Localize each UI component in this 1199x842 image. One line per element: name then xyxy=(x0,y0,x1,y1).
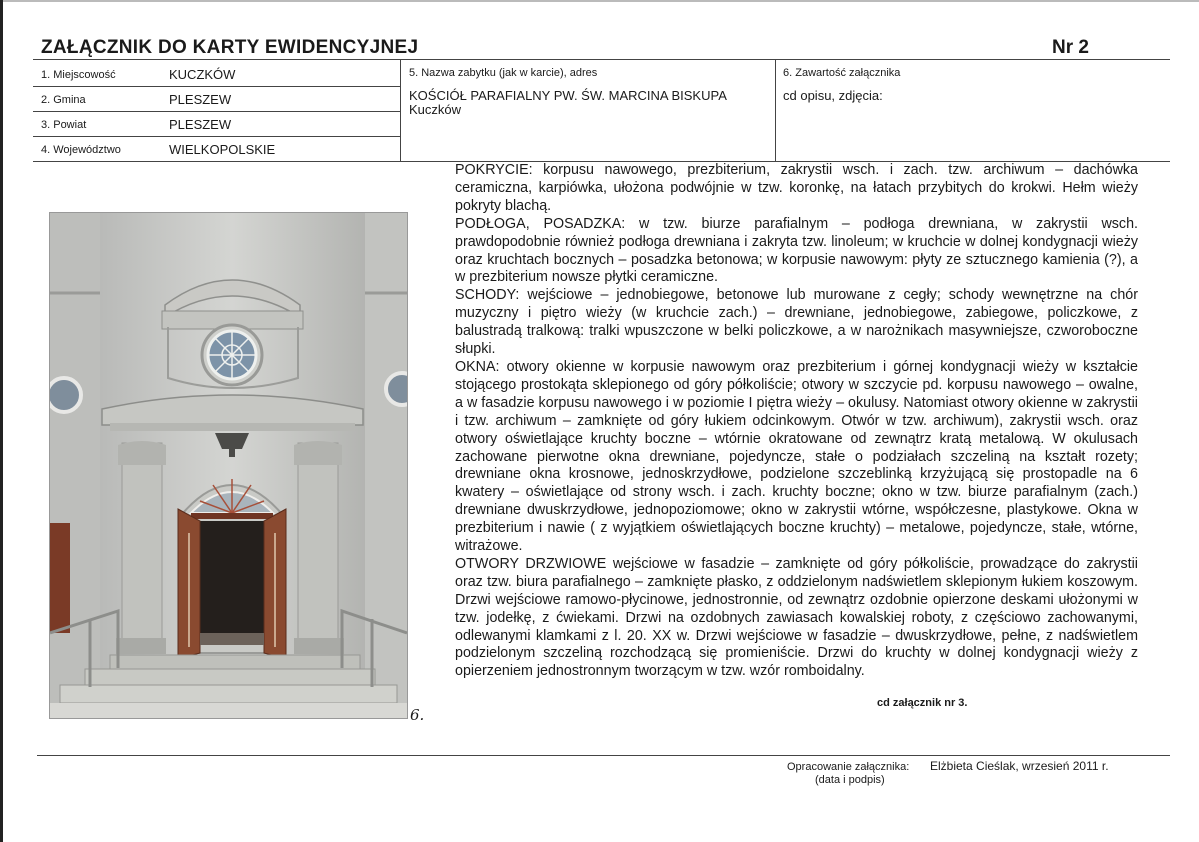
continuation-note: cd załącznik nr 3. xyxy=(877,697,968,709)
photo-number: 6. xyxy=(410,706,425,724)
prepared-by-label: Opracowanie załącznika: xyxy=(787,761,910,773)
paragraph-flooring: PODŁOGA, POSADZKA: w tzw. biurze parafialnym – podłoga drewniana, w zakrystii wsch. prawdopodobnie również podłoga drewniana i zakryta tzw. linoleum; w kruchcie w dolnej kondygnacji wieży oraz kruchtach bocznych – posadzka betonowa; w korpusie nawowym: płyty ze sztucznego kamienia (?), a w prezbiterium nowsze płytki ceramiczne. xyxy=(455,215,1138,286)
monument-label: 5. Nazwa zabytku (jak w karcie), adres xyxy=(409,67,598,79)
attachment-number: Nr 2 xyxy=(1052,37,1089,58)
paragraph-doors: OTWORY DRZWIOWE wejściowe w fasadzie – zamknięte od góry półkoliście, prowadzące do zakrystii oraz tzw. biura parafialnego – zamknięte płasko, z oddzielonym nadświetlem sklepionym łukiem koszowym. Drzwi wejściowe ramowo-płycinowe, jednostronnie, od zewnątrz ozdobnie opierzone deskami ułożonymi w tzw. jodełkę, z ćwiekami. Drzwi na ozdobnych zawiasach kowalskiej roboty, z częściowo zachowanymi, odlewanymi klamkami z l. 20. XX w. Drzwi wejściowe w fasadzie – dwuskrzydłowe, pełne, z nadświetlem podzielonym szczeliną rozchodzącą się promieniście. Drzwi do kruchty w dolnej kondygnacji wieży z opierzeniem jednostronnym tworzącym w tzw. wzór romboidalny. xyxy=(455,555,1138,680)
field-rule-3 xyxy=(33,136,400,137)
field-label-voivodeship: 4. Województwo xyxy=(41,144,121,156)
monument-name: KOŚCIÓŁ PARAFIALNY PW. ŚW. MARCINA BISKUPA xyxy=(409,88,727,103)
contents-value: cd opisu, zdjęcia: xyxy=(783,88,883,103)
field-rule-1 xyxy=(33,86,400,87)
field-value-county: PLESZEW xyxy=(169,117,232,132)
column-divider-2 xyxy=(775,59,776,161)
footer-rule xyxy=(37,755,1170,756)
field-value-commune: PLESZEW xyxy=(169,92,232,107)
monument-address: Kuczków xyxy=(409,102,462,117)
field-label-commune: 2. Gmina xyxy=(41,94,86,106)
field-value-locality: KUCZKÓW xyxy=(169,67,236,82)
field-label-locality: 1. Miejscowość xyxy=(41,69,116,81)
field-value-voivodeship: WIELKOPOLSKIE xyxy=(169,142,276,157)
paragraph-roofing: POKRYCIE: korpusu nawowego, prezbiterium, zakrystii wsch. i zach. tzw. archiwum – dachówka ceramiczna, karpiówka, ułożona podwójnie w tzw. koronkę, na łatach przybitych do krokwi. Hełm wieży pokryty blachą. xyxy=(455,162,1138,214)
field-label-county: 3. Powiat xyxy=(41,119,87,131)
author-signature: Elżbieta Cieślak, wrzesień 2011 r. xyxy=(930,759,1109,773)
church-portal-photo xyxy=(49,212,408,719)
date-signature-label: (data i podpis) xyxy=(815,774,885,786)
field-rule-2 xyxy=(33,111,400,112)
header-rule xyxy=(33,59,1170,60)
page-top-edge xyxy=(0,0,1199,2)
page-title: ZAŁĄCZNIK DO KARTY EWIDENCYJNEJ xyxy=(41,37,419,58)
paragraph-stairs: SCHODY: wejściowe – jednobiegowe, betonowe lub murowane z cegły; schody wewnętrzne na chór muzyczny i piętro wieży (w kruchcie zach.) – drewniane, jednobiegowe, zabiegowe, policzkowe, z balustradą tralkową: tralki wpuszczone w belki policzkowe, a w narożnikach masywniejsze, czworoboczne słupki. xyxy=(455,287,1138,358)
contents-label: 6. Zawartość załącznika xyxy=(783,67,901,79)
description-text xyxy=(455,162,1138,681)
page-left-edge xyxy=(0,0,3,842)
paragraph-windows: OKNA: otwory okienne w korpusie nawowym oraz prezbiterium i górnej kondygnacji wieży w kształcie stojącego prostokąta sklepionego od góry półkoliście; otwory w szczycie pd. korpusu nawowego – owalne, a w fasadzie korpusu nawowego i w poziomie I piętra wieży – okulusy. Natomiast otwory okienne w zakrystii i tzw. archiwum – zamknięte od góry łukiem odcinkowym. Otwór w tzw. archiwum), zakrystii wsch. oraz otwory oświetlające kruchty boczne – wtórnie okratowane od zewnątrz kratą metalową. W okulusach zachowane pierwotne okna drewniane, pojedyncze, stałe o podziałach szczeliną na kształt rozety; drewniane okna krosnowe, jednoskrzydłowe, podzielone szczeblinką krzyżującą się prostopadle na 6 kwatery – oświetlające od strony wsch. i zach. kruchty boczne; okno w tzw. biurze parafialnym (zach.) drewniane dwuskrzydłowe, jednopoziomowe; okno w zakrystii wtórne, współczesne, plastykowe. Okna w prezbiterium i nawie ( z wyjątkiem oświetlających boczne kruchty) – metalowe, pojedyncze, stałe, wtórne, witrażowe. xyxy=(455,358,1138,555)
column-divider-1 xyxy=(400,59,401,161)
